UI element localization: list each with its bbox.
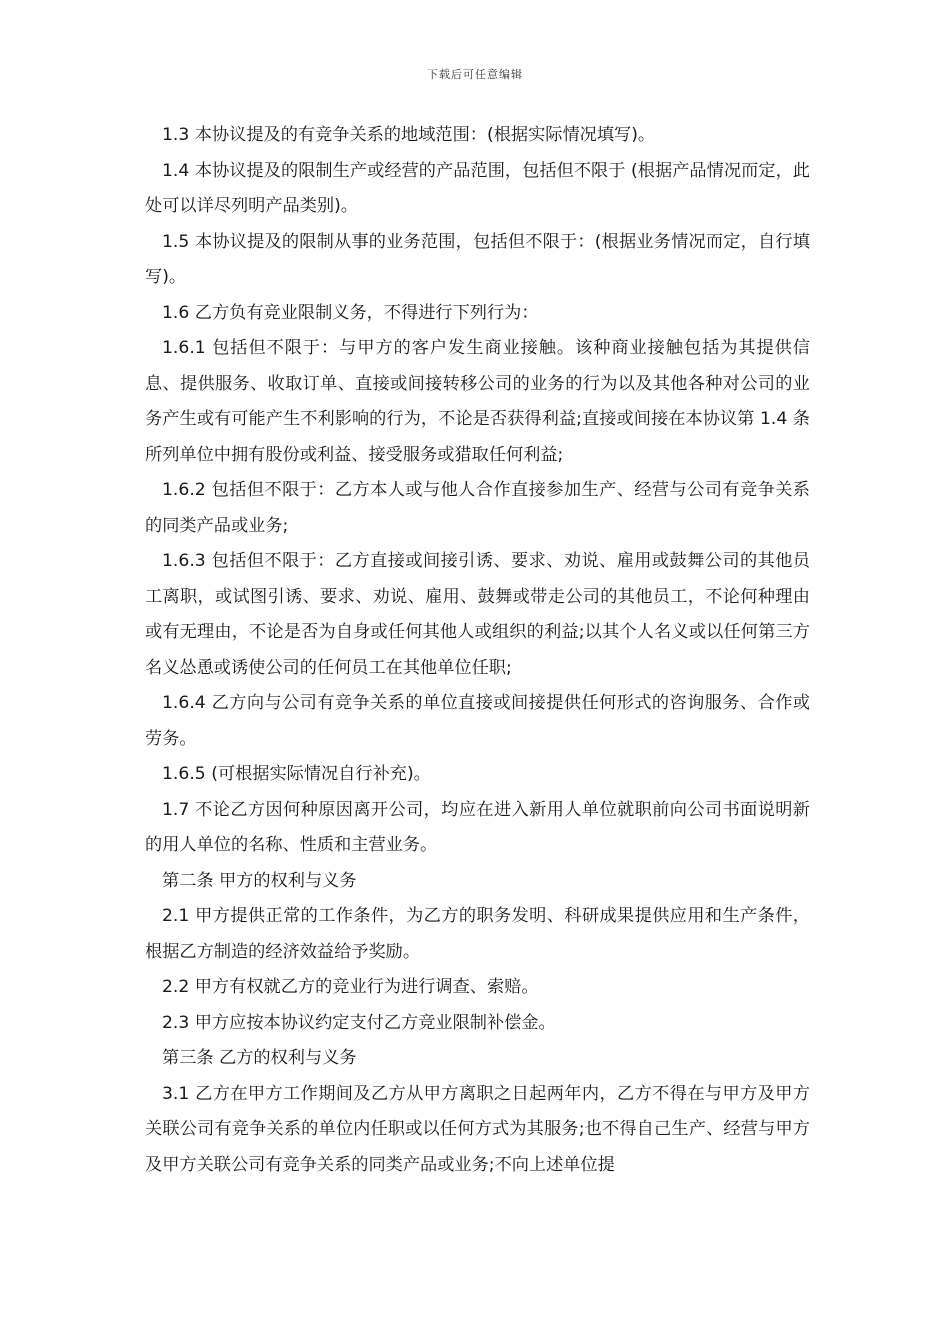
clause-2-2: 2.2 甲方有权就乙方的竞业行为进行调查、索赔。	[162, 977, 539, 997]
clause-3-1: 3.1 乙方在甲方工作期间及乙方从甲方离职之日起两年内，乙方不得在与甲方及甲方关联公司有竞争关系的单位内任职或以任何方式为其服务;也不得自己生产、经营与甲方及甲方关联公司有竞争关系的同类产品或业务;不向上述单位提	[145, 1083, 810, 1175]
clause-2-3: 2.3 甲方应按本协议约定支付乙方竞业限制补偿金。	[162, 1012, 556, 1033]
clause-1-6-5: 1.6.5 (可根据实际情况自行补充)。	[162, 764, 431, 784]
clause-1-6-3: 1.6.3 包括但不限于：乙方直接或间接引诱、要求、劝说、雇用或鼓舞公司的其他员工离职，或试图引诱、要求、劝说、雇用、鼓舞或带走公司的其他员工，不论何种理由或有无理由，不论是否为自身或任何其他人或组织的利益;以其个人名义或以任何第三方名义怂恿或诱使公司的任何员工在其他单位任职;	[145, 551, 810, 678]
clause-1-4: 1.4 本协议提及的限制生产或经营的产品范围，包括但不限于 (根据产品情况而定，此处可以详尽列明产品类别)。	[145, 160, 810, 216]
clause-1-6: 1.6 乙方负有竞业限制义务，不得进行下列行为：	[162, 302, 539, 323]
clause-1-5: 1.5 本协议提及的限制从事的业务范围，包括但不限于：(根据业务情况而定，自行填写)。	[145, 231, 810, 287]
article-3-heading: 第三条 乙方的权利与义务	[162, 1048, 357, 1068]
clause-1-7: 1.7 不论乙方因何种原因离开公司，均应在进入新用人单位就职前向公司书面说明新的用人单位的名称、性质和主营业务。	[145, 799, 810, 855]
clause-2-1: 2.1 甲方提供正常的工作条件，为乙方的职务发明、科研成果提供应用和生产条件，根据乙方制造的经济效益给予奖励。	[145, 906, 810, 962]
clause-1-6-4: 1.6.4 乙方向与公司有竞争关系的单位直接或间接提供任何形式的咨询服务、合作或劳务。	[145, 693, 810, 749]
document-body	[145, 118, 810, 1183]
clause-1-6-1: 1.6.1 包括但不限于：与甲方的客户发生商业接触。该种商业接触包括为其提供信息、提供服务、收取订单、直接或间接转移公司的业务的行为以及其他各种对公司的业务产生或有可能产生不利影响的行为，不论是否获得利益;直接或间接在本协议第 1.4 条所列单位中拥有股份或利益、接受服务或猎取任何利益;	[145, 338, 810, 465]
clause-1-3: 1.3 本协议提及的有竞争关系的地域范围：(根据实际情况填写)。	[162, 125, 656, 145]
article-2-heading: 第二条 甲方的权利与义务	[162, 870, 357, 891]
clause-1-6-2: 1.6.2 包括但不限于：乙方本人或与他人合作直接参加生产、经营与公司有竞争关系的同类产品或业务;	[145, 480, 810, 536]
page-header-note: 下载后可任意编辑	[427, 68, 523, 81]
